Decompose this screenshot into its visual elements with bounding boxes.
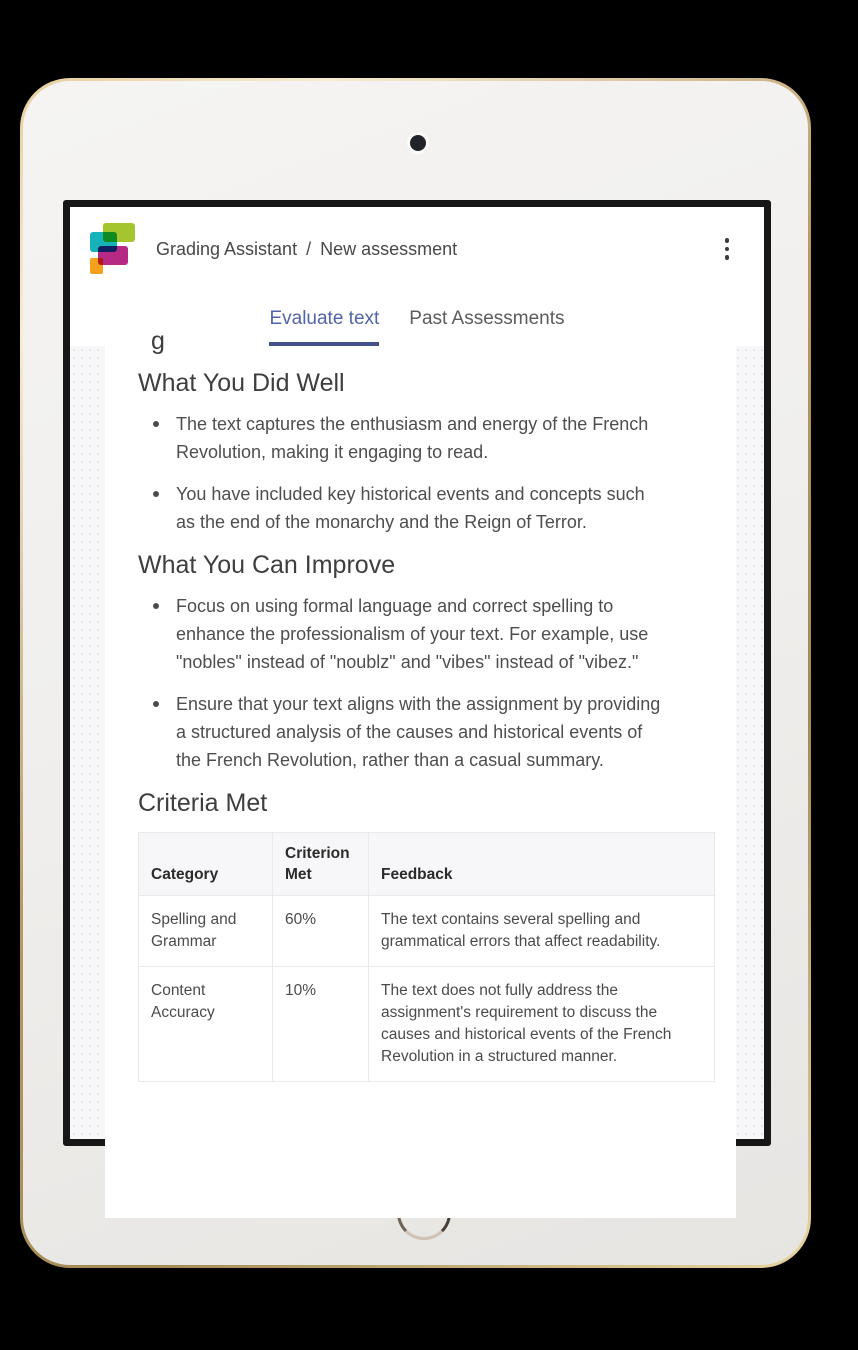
section-heading-criteria-met: Criteria Met xyxy=(138,789,268,817)
tab-past-assessments-label: Past Assessments xyxy=(409,307,565,329)
cell-criterion: 10% xyxy=(273,967,369,1082)
cell-category: Content Accuracy xyxy=(139,967,273,1082)
column-header-criterion: Criterion Met xyxy=(273,833,369,896)
breadcrumb xyxy=(156,239,457,260)
did-well-list xyxy=(138,410,716,536)
bullet-item: You have included key historical events and concepts such as the end of the monarchy and the Reign of Terror. xyxy=(138,480,668,536)
clipped-text-fragment: g xyxy=(151,327,165,355)
breadcrumb-separator: / xyxy=(306,238,312,259)
column-header-category: Category xyxy=(139,833,273,896)
kebab-dot-icon xyxy=(725,238,730,243)
front-camera-icon xyxy=(410,135,426,151)
table-row xyxy=(139,967,715,1082)
section-heading-did-well: What You Did Well xyxy=(138,369,345,397)
section-heading-can-improve: What You Can Improve xyxy=(138,551,396,579)
bullet-item: Focus on using formal language and correct spelling to enhance the professionalism of your text. For example, use "nobles" instead of "noublz" and "vibes" instead of "vibez." xyxy=(138,592,668,676)
logo-orange-block xyxy=(90,258,103,274)
breadcrumb-app-link[interactable]: Grading Assistant xyxy=(156,238,298,259)
column-header-feedback: Feedback xyxy=(369,833,715,896)
app-screen xyxy=(70,207,764,1139)
screen-bezel xyxy=(63,200,771,1146)
tablet-body xyxy=(23,81,808,1265)
tab-evaluate-text[interactable] xyxy=(269,291,379,346)
criteria-table xyxy=(138,832,715,1082)
bullet-item: The text captures the enthusiasm and energy of the French Revolution, making it engaging to read. xyxy=(138,410,668,466)
table-row xyxy=(139,896,715,967)
cell-category: Spelling and Grammar xyxy=(139,896,273,967)
tablet-device-frame xyxy=(20,78,811,1268)
cell-criterion: 60% xyxy=(273,896,369,967)
kebab-dot-icon xyxy=(725,247,730,252)
cell-feedback: The text contains several spelling and grammatical errors that affect readability. xyxy=(369,896,715,967)
tab-evaluate-text-label: Evaluate text xyxy=(269,307,380,329)
table-header-row xyxy=(139,833,715,896)
cell-feedback: The text does not fully address the assignment's requirement to discuss the causes and historical events of the French Revolution in a structured manner. xyxy=(369,967,715,1082)
kebab-dot-icon xyxy=(725,255,730,260)
overflow-menu-button[interactable] xyxy=(723,232,732,266)
header-row xyxy=(70,207,764,291)
grading-assistant-logo[interactable] xyxy=(90,223,136,275)
content-scroll-area[interactable] xyxy=(70,327,764,1139)
bullet-item: Ensure that your text aligns with the assignment by providing a structured analysis of the causes and historical events of the French Revolution, rather than a casual summary. xyxy=(138,690,668,774)
can-improve-list xyxy=(138,592,716,774)
breadcrumb-page-title: New assessment xyxy=(320,238,458,259)
assessment-result-card xyxy=(105,327,736,1218)
app-header xyxy=(70,207,764,346)
tab-bar xyxy=(70,291,764,346)
tab-past-assessments[interactable] xyxy=(409,291,564,346)
